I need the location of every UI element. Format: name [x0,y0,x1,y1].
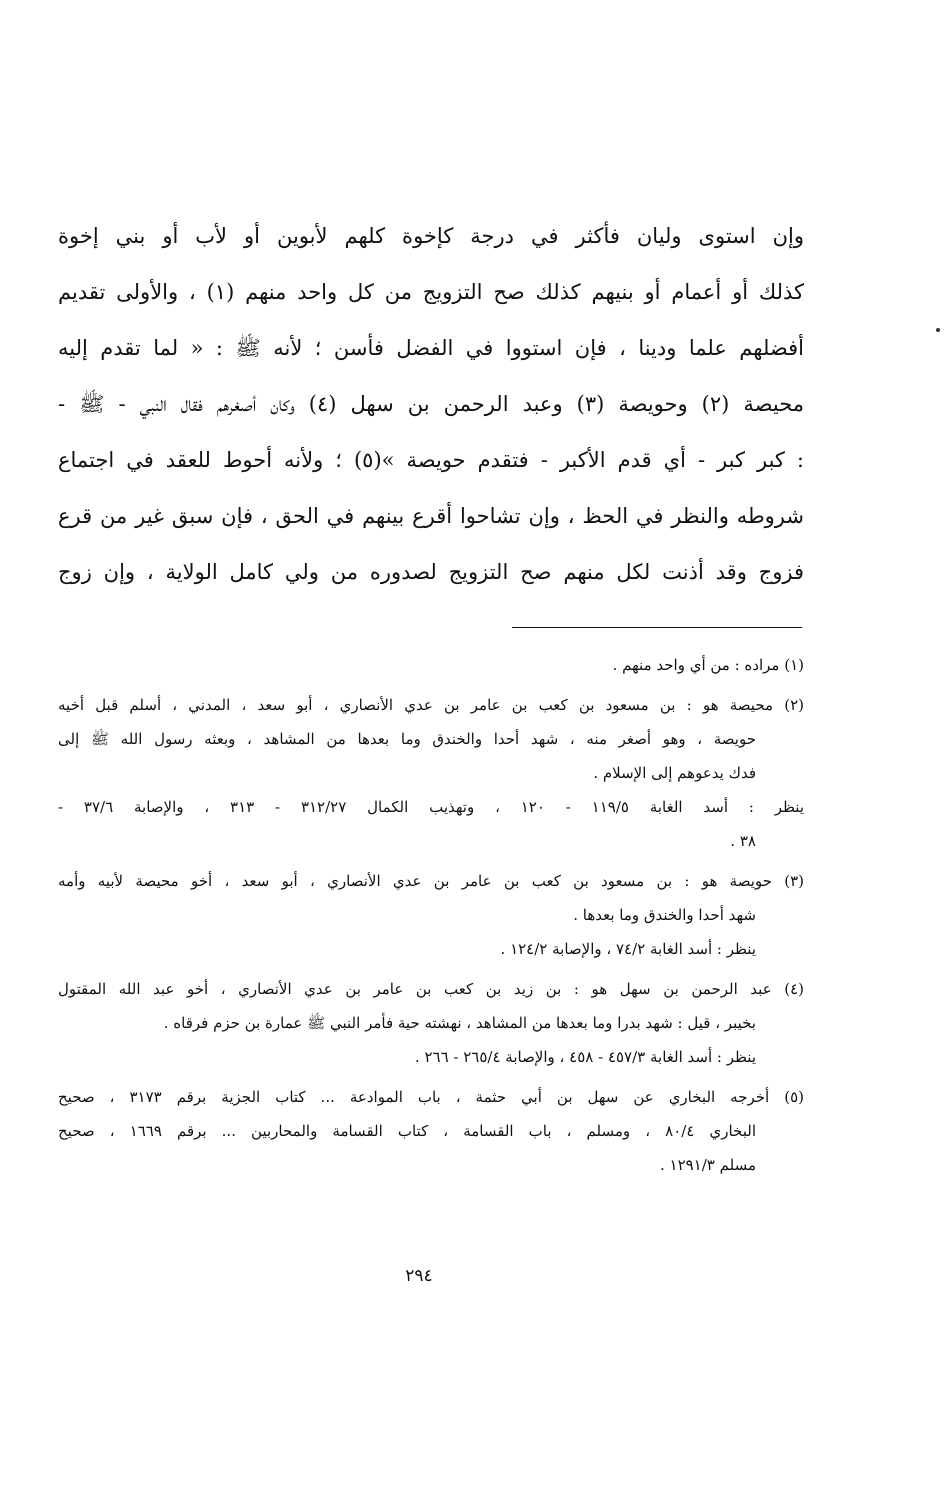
margin-dot [936,328,940,332]
footnote-reference: ينظر : أسد الغابة ١١٩/٥ - ١٢٠ ، وتهذيب الكمال ٣١٢/٢٧ - ٣١٣ ، والإصابة ٣٧/٦ - [58,798,804,816]
footnote-line: (١) مراده : من أي واحد منهم . [612,656,804,674]
footnote-line: مسلم ١٢٩١/٣ . [659,1156,756,1174]
footnote-5 [58,1080,804,1182]
main-text-line: : كبر كبر - أي قدم الأكبر - فتقدم حويصة »(٥) ؛ ولأنه أحوط للعقد في اجتماع [58,448,804,472]
main-text-line: كذلك أو أعمام أو بنيهم كذلك صح التزويج من كل واحد منهم (١) ، والأولى تقديم [58,280,804,304]
footnote-3 [58,864,804,966]
footnote-line: بخيبر ، قيل : شهد بدرا وما بعدها من المشاهد ، نهشته حية فأمر النبي ﷺ عمارة بن حزم فرقاه . [163,1014,756,1032]
footnote-line: شهد أحدا والخندق وما بعدها . [573,906,756,924]
page-number: ٢٩٤ [405,1266,433,1286]
footnote-line: حويصة ، وهو أصغر منه ، شهد أحدا والخندق وما بعدها من المشاهد ، وبعثه رسول الله ﷺ إلى [58,730,756,748]
footnote-reference: ٣٨ . [730,832,756,850]
footnote-line: (٣) حويصة هو : بن مسعود بن كعب بن عامر بن عدي الأنصاري ، أبو سعد ، أخو محيصة لأبيه وأمه [58,872,804,890]
main-text-line: محيصة (٢) وحويصة (٣) وعبد الرحمن بن سهل (٤) وكان أصغرهم فقال النبي - ﷺ - [58,392,804,416]
footnote-separator-rule [512,627,802,628]
footnote-line: البخاري ٨٠/٤ ، ومسلم ، باب القسامة ، كتاب القسامة والمحاربين ... برقم ١٦٦٩ ، صحيح [58,1122,756,1140]
main-text-body [58,208,804,600]
footnote-line: (٥) أخرجه البخاري عن سهل بن أبي حثمة ، باب الموادعة ... كتاب الجزية برقم ٣١٧٣ ، صحيح [58,1088,804,1106]
footnotes-section [58,648,804,1182]
footnote-line: (٢) محيصة هو : بن مسعود بن كعب بن عامر بن عدي الأنصاري ، أبو سعد ، المدني ، أسلم قبل أخيه [58,696,804,714]
footnote-2 [58,688,804,858]
main-text-line: أفضلهم علما ودينا ، فإن استووا في الفضل فأسن ؛ لأنه ﷺ : « لما تقدم إليه [58,336,804,360]
footnote-line: فدك يدعوهم إلى الإسلام . [593,764,756,782]
footnote-1 [58,648,804,682]
main-text-line: وإن استوى وليان فأكثر في درجة كإخوة كلهم لأبوين أو لأب أو بني إخوة [58,224,804,248]
footnote-reference: ينظر : أسد الغابة ٧٤/٢ ، والإصابة ١٢٤/٢ . [500,940,756,958]
footnote-reference: ينظر : أسد الغابة ٤٥٧/٣ - ٤٥٨ ، والإصابة ٢٦٥/٤ - ٢٦٦ . [414,1048,756,1066]
footnote-4 [58,972,804,1074]
footnote-line: (٤) عبد الرحمن بن سهل هو : بن زيد بن كعب بن عامر بن عدي الأنصاري ، أخو عبد الله المقتول [58,980,804,998]
main-text-line: شروطه والنظر في الحظ ، وإن تشاحوا أقرع بينهم في الحق ، فإن سبق غير من قرع [58,504,804,528]
main-text-line: فزوج وقد أذنت لكل منهم صح التزويج لصدوره من ولي كامل الولاية ، وإن زوج [58,560,804,584]
